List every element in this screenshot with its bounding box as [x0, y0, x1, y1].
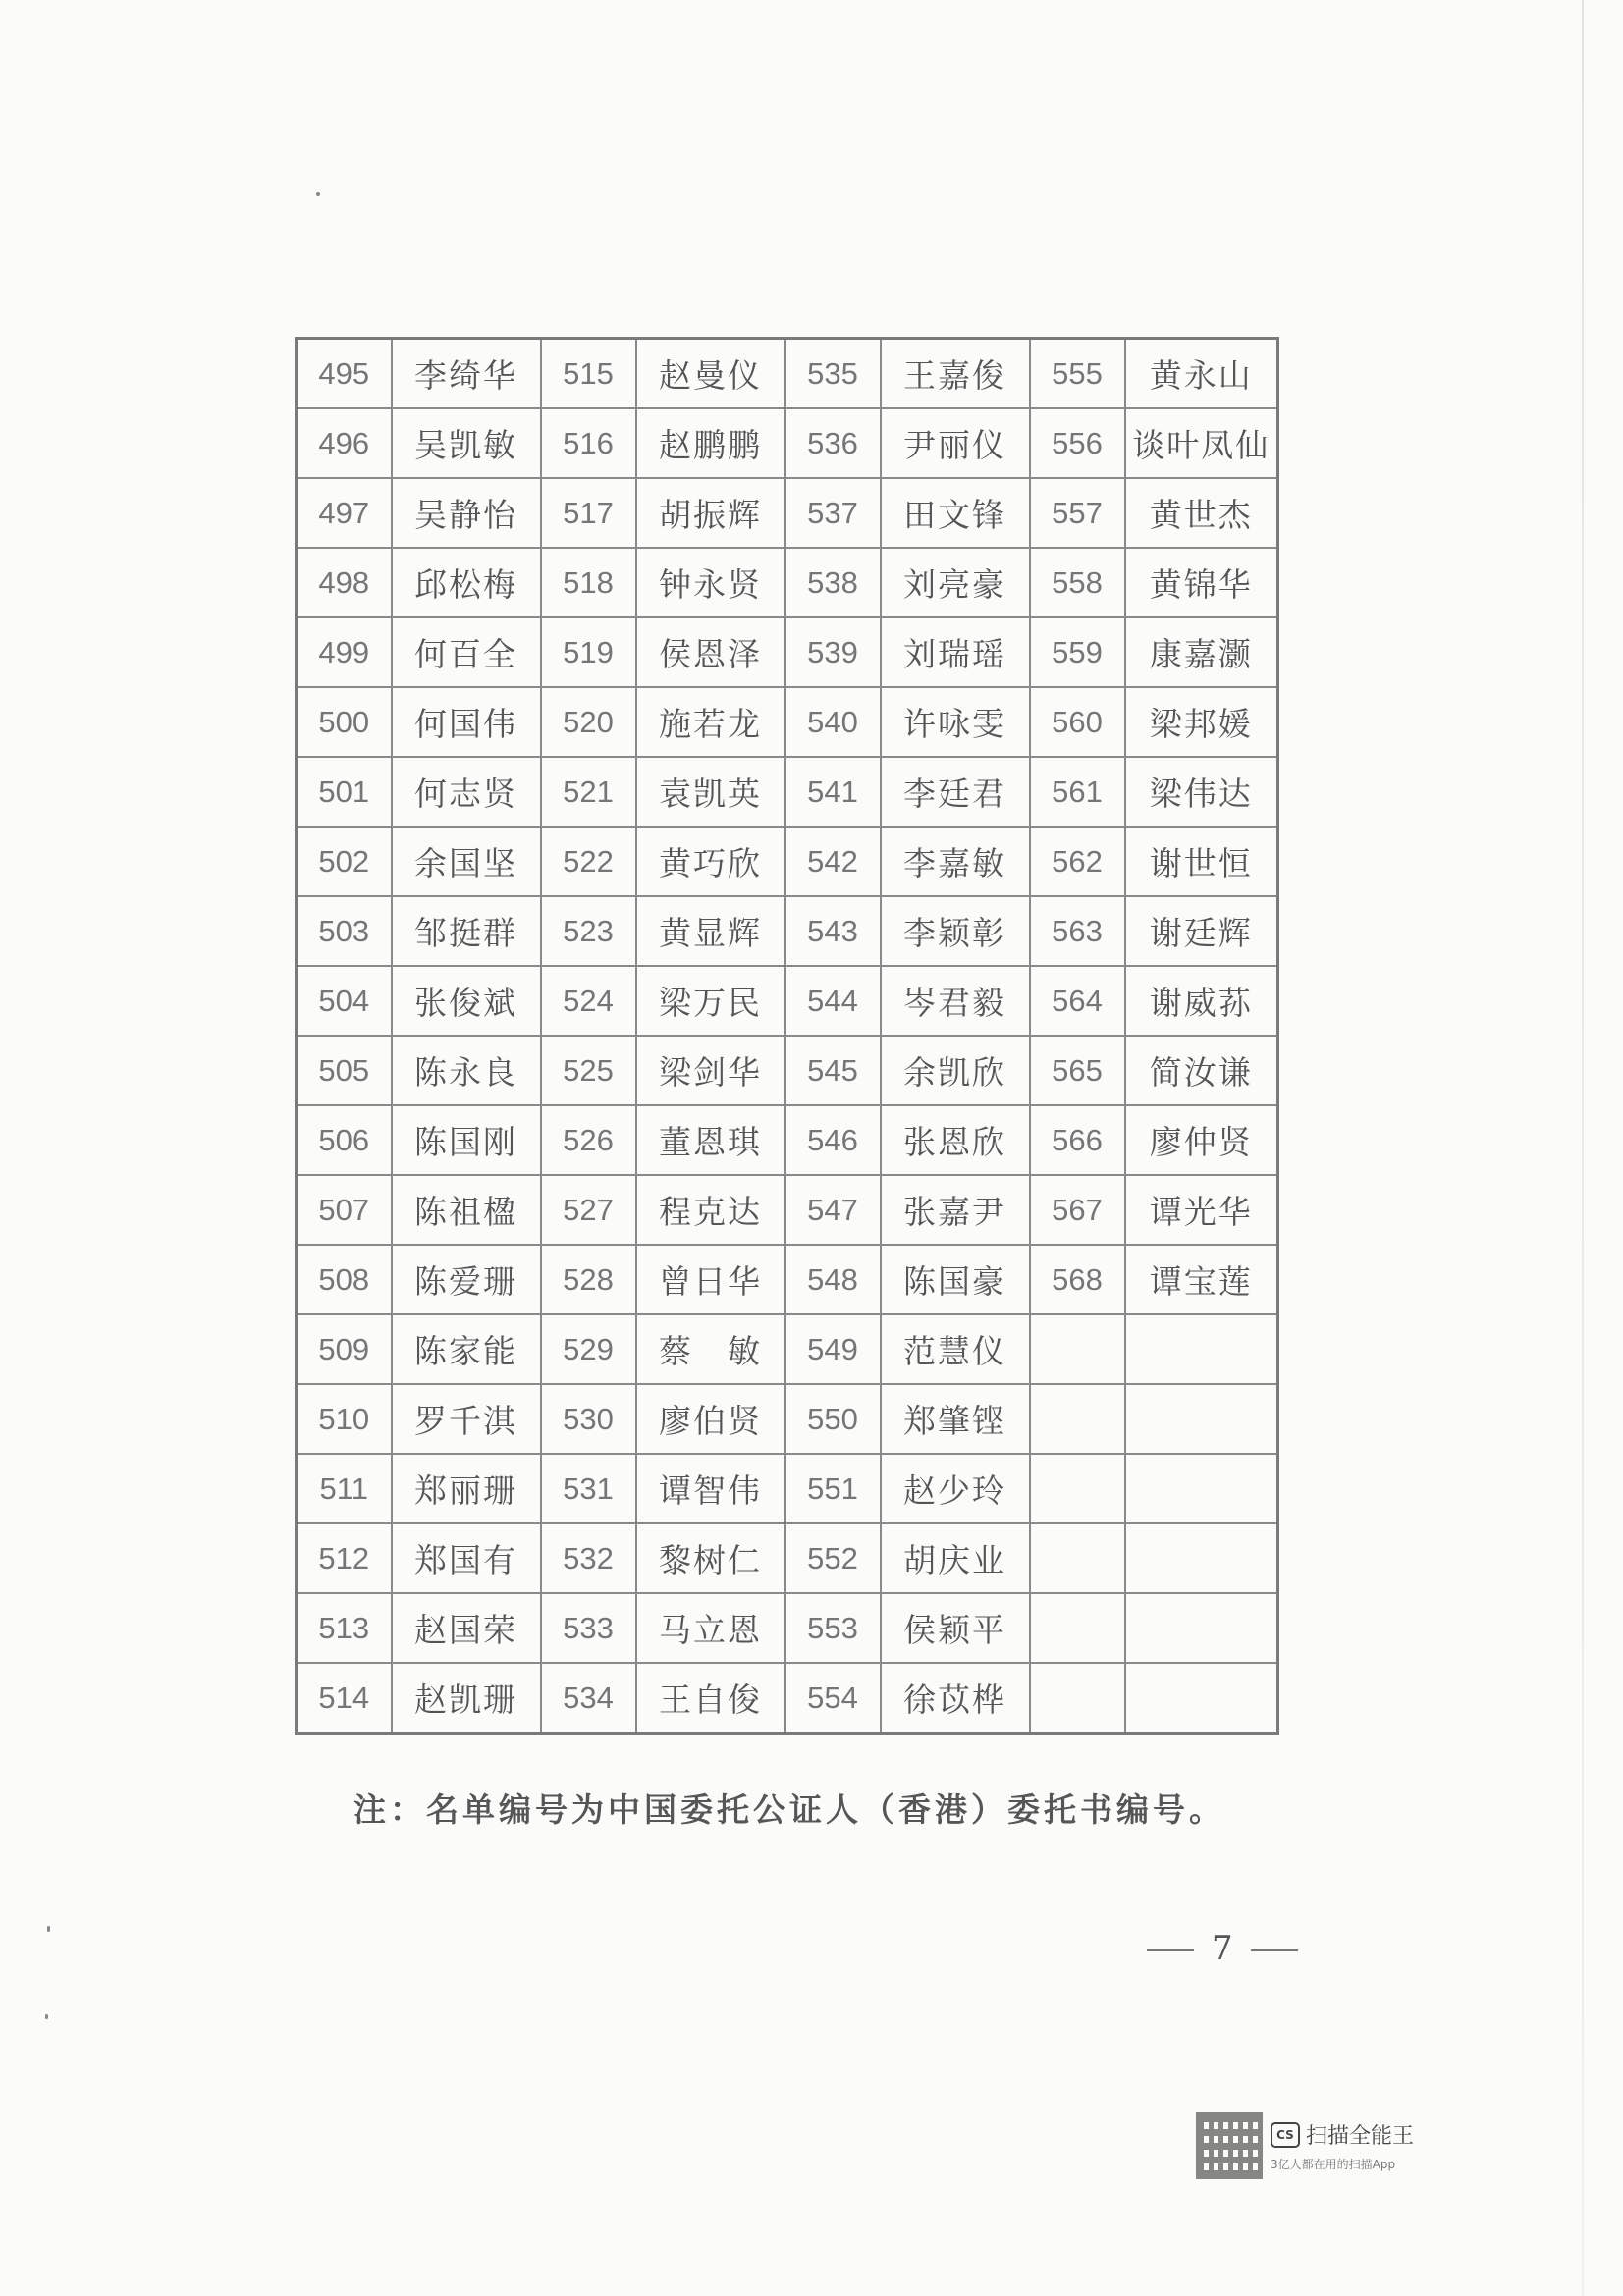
- person-name-cell: 何百全: [392, 617, 541, 687]
- person-name-cell: 李廷君: [881, 757, 1030, 827]
- entry-number-cell: 518: [541, 548, 636, 617]
- entry-number-cell: 551: [785, 1454, 881, 1523]
- scan-speck: [45, 2014, 48, 2019]
- entry-number-cell: 526: [541, 1105, 636, 1175]
- entry-number-cell: 561: [1030, 757, 1125, 827]
- entry-number-cell: 500: [297, 687, 392, 757]
- table-row: [297, 827, 1278, 896]
- person-name-cell: 郑丽珊: [392, 1454, 541, 1523]
- entry-number-cell: 527: [541, 1175, 636, 1245]
- entry-number-cell: 512: [297, 1523, 392, 1593]
- entry-number-cell: 537: [785, 478, 881, 548]
- entry-number-cell: [1030, 1663, 1125, 1734]
- entry-number-cell: [1030, 1523, 1125, 1593]
- entry-number-cell: 549: [785, 1314, 881, 1384]
- person-name-cell: 余凯欣: [881, 1036, 1030, 1105]
- person-name-cell: 谢威荪: [1125, 966, 1278, 1036]
- table-row: [297, 339, 1278, 409]
- person-name-cell: 谈叶凤仙: [1125, 408, 1278, 478]
- person-name-cell: 梁伟达: [1125, 757, 1278, 827]
- entry-number-cell: [1030, 1384, 1125, 1454]
- table-row: [297, 1663, 1278, 1734]
- person-name-cell: 康嘉灏: [1125, 617, 1278, 687]
- entry-number-cell: 563: [1030, 896, 1125, 966]
- entry-number-cell: 506: [297, 1105, 392, 1175]
- entry-number-cell: 567: [1030, 1175, 1125, 1245]
- entry-number-cell: 544: [785, 966, 881, 1036]
- person-name-cell: 郑肇铿: [881, 1384, 1030, 1454]
- person-name-cell: [1125, 1454, 1278, 1523]
- scan-speck: [47, 1926, 50, 1932]
- person-name-cell: 谢世恒: [1125, 827, 1278, 896]
- person-name-cell: 胡庆业: [881, 1523, 1030, 1593]
- person-name-cell: 陈国刚: [392, 1105, 541, 1175]
- table-row: [297, 687, 1278, 757]
- person-name-cell: 余国坚: [392, 827, 541, 896]
- person-name-cell: 张嘉尹: [881, 1175, 1030, 1245]
- entry-number-cell: 556: [1030, 408, 1125, 478]
- table-row: [297, 1593, 1278, 1663]
- entry-number-cell: 508: [297, 1245, 392, 1314]
- page-number-value: 7: [1212, 1929, 1233, 1968]
- entry-number-cell: 496: [297, 408, 392, 478]
- table-row: [297, 548, 1278, 617]
- person-name-cell: 袁凯英: [636, 757, 785, 827]
- entry-number-cell: 555: [1030, 339, 1125, 409]
- person-name-cell: 谭宝莲: [1125, 1245, 1278, 1314]
- table-row: [297, 1314, 1278, 1384]
- entry-number-cell: 541: [785, 757, 881, 827]
- entry-number-cell: 499: [297, 617, 392, 687]
- person-name-cell: 何国伟: [392, 687, 541, 757]
- entry-number-cell: 530: [541, 1384, 636, 1454]
- entry-number-cell: 533: [541, 1593, 636, 1663]
- entry-number-cell: 504: [297, 966, 392, 1036]
- person-name-cell: [1125, 1593, 1278, 1663]
- person-name-cell: 张恩欣: [881, 1105, 1030, 1175]
- person-name-cell: 赵凯珊: [392, 1663, 541, 1734]
- table-row: [297, 966, 1278, 1036]
- person-name-cell: 尹丽仪: [881, 408, 1030, 478]
- scanner-watermark: [1196, 2112, 1414, 2179]
- person-name-cell: 梁万民: [636, 966, 785, 1036]
- person-name-cell: 陈家能: [392, 1314, 541, 1384]
- table-row: [297, 1523, 1278, 1593]
- person-name-cell: 吴凯敏: [392, 408, 541, 478]
- person-name-cell: 廖伯贤: [636, 1384, 785, 1454]
- table-row: [297, 1105, 1278, 1175]
- entry-number-cell: 547: [785, 1175, 881, 1245]
- person-name-cell: 谢廷辉: [1125, 896, 1278, 966]
- entry-number-cell: 553: [785, 1593, 881, 1663]
- table-row: [297, 408, 1278, 478]
- person-name-cell: 简汝谦: [1125, 1036, 1278, 1105]
- table-row: [297, 1384, 1278, 1454]
- person-name-cell: 罗千淇: [392, 1384, 541, 1454]
- person-name-cell: 刘瑞瑶: [881, 617, 1030, 687]
- qr-code-icon: [1196, 2112, 1263, 2179]
- person-name-cell: 侯恩泽: [636, 617, 785, 687]
- person-name-cell: 何志贤: [392, 757, 541, 827]
- person-name-cell: 侯颖平: [881, 1593, 1030, 1663]
- entry-number-cell: 564: [1030, 966, 1125, 1036]
- entry-number-cell: 507: [297, 1175, 392, 1245]
- entry-number-cell: 566: [1030, 1105, 1125, 1175]
- scan-speck: [316, 192, 320, 196]
- table-row: [297, 896, 1278, 966]
- watermark-slogan: 3亿人都在用的扫描App: [1271, 2158, 1396, 2171]
- table-body: [297, 339, 1278, 1734]
- person-name-cell: 廖仲贤: [1125, 1105, 1278, 1175]
- table-row: [297, 1036, 1278, 1105]
- entry-number-cell: 560: [1030, 687, 1125, 757]
- entry-number-cell: [1030, 1454, 1125, 1523]
- entry-number-cell: 543: [785, 896, 881, 966]
- entry-number-cell: 495: [297, 339, 392, 409]
- person-name-cell: 梁剑华: [636, 1036, 785, 1105]
- entry-number-cell: 542: [785, 827, 881, 896]
- person-name-cell: 王嘉俊: [881, 339, 1030, 409]
- entry-number-cell: 514: [297, 1663, 392, 1734]
- person-name-cell: 刘亮豪: [881, 548, 1030, 617]
- entry-number-cell: 545: [785, 1036, 881, 1105]
- entry-number-cell: 565: [1030, 1036, 1125, 1105]
- cs-logo-icon: CS: [1271, 2122, 1300, 2148]
- person-name-cell: 赵少玲: [881, 1454, 1030, 1523]
- person-name-cell: 黄显辉: [636, 896, 785, 966]
- person-name-cell: 范慧仪: [881, 1314, 1030, 1384]
- entry-number-cell: 529: [541, 1314, 636, 1384]
- entry-number-cell: 519: [541, 617, 636, 687]
- table-row: [297, 1454, 1278, 1523]
- entry-number-cell: 520: [541, 687, 636, 757]
- entry-number-cell: 517: [541, 478, 636, 548]
- entry-number-cell: 501: [297, 757, 392, 827]
- person-name-cell: 邹挺群: [392, 896, 541, 966]
- person-name-cell: 黄巧欣: [636, 827, 785, 896]
- entry-number-cell: 568: [1030, 1245, 1125, 1314]
- entry-number-cell: 539: [785, 617, 881, 687]
- entry-number-cell: 525: [541, 1036, 636, 1105]
- person-name-cell: [1125, 1523, 1278, 1593]
- page-number: [1129, 1929, 1316, 1968]
- entry-number-cell: 511: [297, 1454, 392, 1523]
- table-row: [297, 1175, 1278, 1245]
- entry-number-cell: 497: [297, 478, 392, 548]
- person-name-cell: 郑国有: [392, 1523, 541, 1593]
- entry-number-cell: 513: [297, 1593, 392, 1663]
- entry-number-cell: 521: [541, 757, 636, 827]
- entry-number-cell: 524: [541, 966, 636, 1036]
- watermark-brand: [1271, 2119, 1414, 2150]
- entry-number-cell: 562: [1030, 827, 1125, 896]
- entry-number-cell: 552: [785, 1523, 881, 1593]
- entry-number-cell: 528: [541, 1245, 636, 1314]
- person-name-cell: 李嘉敏: [881, 827, 1030, 896]
- entry-number-cell: 522: [541, 827, 636, 896]
- person-name-cell: [1125, 1384, 1278, 1454]
- entry-number-cell: 536: [785, 408, 881, 478]
- person-name-cell: 吴静怡: [392, 478, 541, 548]
- entry-number-cell: 546: [785, 1105, 881, 1175]
- table-row: [297, 617, 1278, 687]
- entry-number-cell: 503: [297, 896, 392, 966]
- footnote: 注：名单编号为中国委托公证人（香港）委托书编号。: [353, 1790, 1225, 1829]
- entry-number-cell: 557: [1030, 478, 1125, 548]
- person-name-cell: 谭智伟: [636, 1454, 785, 1523]
- watermark-text: [1271, 2119, 1414, 2172]
- person-name-cell: 黄锦华: [1125, 548, 1278, 617]
- person-name-cell: 赵鹏鹏: [636, 408, 785, 478]
- entry-number-cell: 540: [785, 687, 881, 757]
- person-name-cell: 陈爱珊: [392, 1245, 541, 1314]
- person-name-cell: 钟永贤: [636, 548, 785, 617]
- person-name-cell: 程克达: [636, 1175, 785, 1245]
- table-row: [297, 757, 1278, 827]
- table-row: [297, 1245, 1278, 1314]
- name-list-table: [295, 337, 1279, 1735]
- person-name-cell: 谭光华: [1125, 1175, 1278, 1245]
- person-name-cell: 陈国豪: [881, 1245, 1030, 1314]
- person-name-cell: 赵国荣: [392, 1593, 541, 1663]
- person-name-cell: 梁邦媛: [1125, 687, 1278, 757]
- person-name-cell: [1125, 1314, 1278, 1384]
- person-name-cell: 董恩琪: [636, 1105, 785, 1175]
- person-name-cell: 王自俊: [636, 1663, 785, 1734]
- entry-number-cell: 550: [785, 1384, 881, 1454]
- person-name-cell: 赵曼仪: [636, 339, 785, 409]
- entry-number-cell: 510: [297, 1384, 392, 1454]
- entry-number-cell: 559: [1030, 617, 1125, 687]
- entry-number-cell: 548: [785, 1245, 881, 1314]
- person-name-cell: 马立恩: [636, 1593, 785, 1663]
- person-name-cell: 徐苡桦: [881, 1663, 1030, 1734]
- page-edge: [1582, 0, 1584, 2296]
- person-name-cell: 李颖彰: [881, 896, 1030, 966]
- entry-number-cell: 558: [1030, 548, 1125, 617]
- entry-number-cell: 554: [785, 1663, 881, 1734]
- person-name-cell: 岑君毅: [881, 966, 1030, 1036]
- person-name-cell: 施若龙: [636, 687, 785, 757]
- entry-number-cell: 502: [297, 827, 392, 896]
- entry-number-cell: [1030, 1593, 1125, 1663]
- person-name-cell: 黄永山: [1125, 339, 1278, 409]
- page-number-dash: [1251, 1949, 1298, 1951]
- person-name-cell: 胡振辉: [636, 478, 785, 548]
- entry-number-cell: 516: [541, 408, 636, 478]
- person-name-cell: 曾日华: [636, 1245, 785, 1314]
- person-name-cell: 田文锋: [881, 478, 1030, 548]
- entry-number-cell: 509: [297, 1314, 392, 1384]
- entry-number-cell: 534: [541, 1663, 636, 1734]
- entry-number-cell: 535: [785, 339, 881, 409]
- page-number-dash: [1147, 1949, 1194, 1951]
- watermark-brand-name: 扫描全能王: [1306, 2124, 1415, 2149]
- person-name-cell: 邱松梅: [392, 548, 541, 617]
- person-name-cell: 陈祖楹: [392, 1175, 541, 1245]
- entry-number-cell: 531: [541, 1454, 636, 1523]
- person-name-cell: [1125, 1663, 1278, 1734]
- person-name-cell: 张俊斌: [392, 966, 541, 1036]
- entry-number-cell: 515: [541, 339, 636, 409]
- entry-number-cell: [1030, 1314, 1125, 1384]
- person-name-cell: 黄世杰: [1125, 478, 1278, 548]
- entry-number-cell: 532: [541, 1523, 636, 1593]
- person-name-cell: 蔡 敏: [636, 1314, 785, 1384]
- person-name-cell: 黎树仁: [636, 1523, 785, 1593]
- entry-number-cell: 538: [785, 548, 881, 617]
- entry-number-cell: 498: [297, 548, 392, 617]
- person-name-cell: 李绮华: [392, 339, 541, 409]
- entry-number-cell: 505: [297, 1036, 392, 1105]
- entry-number-cell: 523: [541, 896, 636, 966]
- table-row: [297, 478, 1278, 548]
- person-name-cell: 许咏雯: [881, 687, 1030, 757]
- person-name-cell: 陈永良: [392, 1036, 541, 1105]
